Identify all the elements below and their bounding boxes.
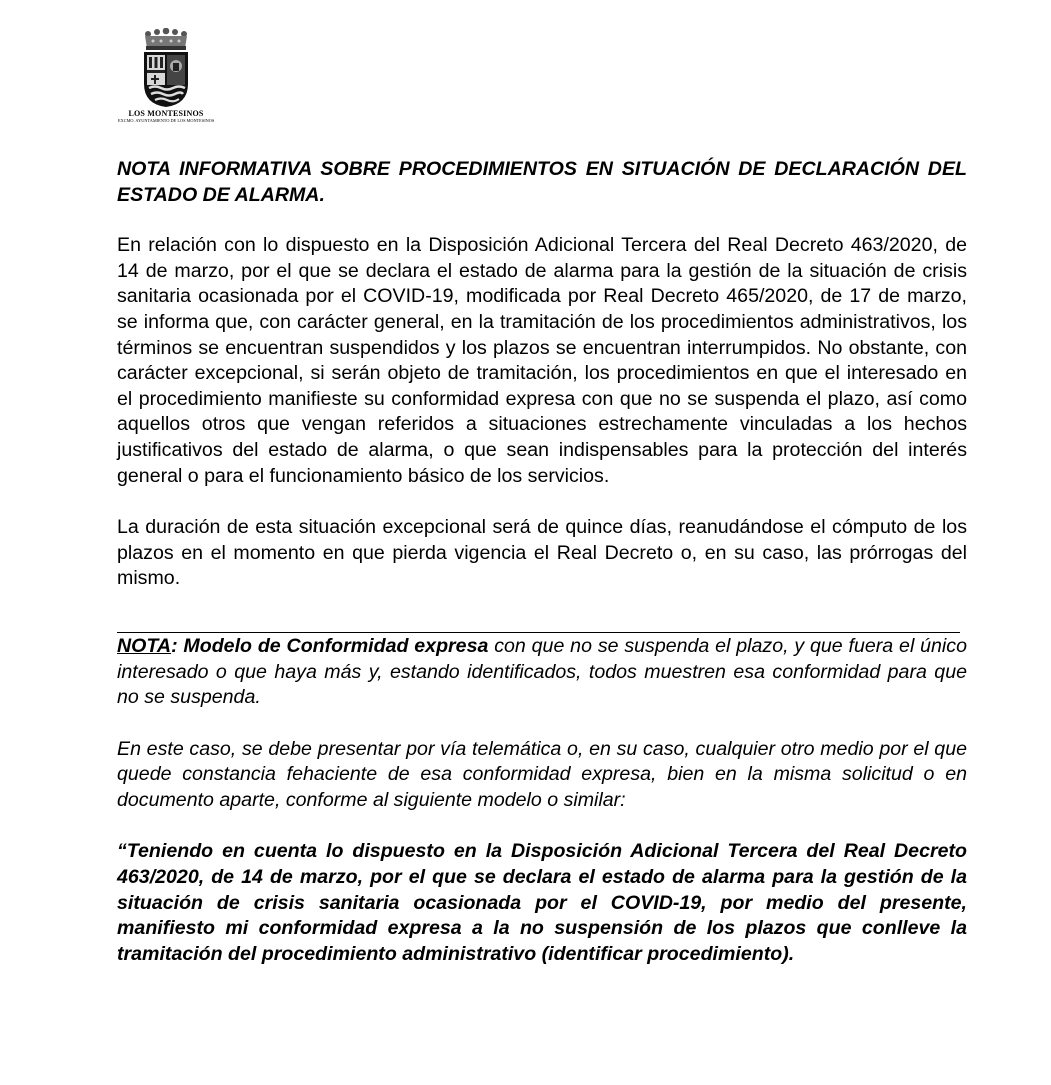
document-title: NOTA INFORMATIVA SOBRE PROCEDIMIENTOS EN SITUACIÓN DE DECLARACIÓN DEL ESTADO DE ALARMA. [117,158,967,206]
note-label: NOTA [117,634,172,657]
paragraph-main: En relación con lo dispuesto en la Disposición Adicional Tercera del Real Decreto 463/2020, de 14 de marzo, por el que se declara el estado de alarma para la gestión de la situación de crisis sanitaria ocasionada por el COVID-19, modificada por Real Decreto 465/2020, de 17 de marzo, se informa que, con carácter general, en la tramitación de los procedimientos administrativos, los términos se encuentran suspendidos y los plazos se encuentran interrumpidos. No obstante, con carácter excepcional, si serán objeto de tramitación, los procedimientos en que el interesado en el procedimiento manifieste su conformidad expresa con que no se suspenda el plazo, así como aquellos otros que vengan referidos a situaciones estrechamente vinculadas a los hechos justificativos del estado de alarma, o que sean indispensables para la protección del interés general o para el funcionamiento básico de los servicios. [117,234,967,487]
model-statement: “Teniendo en cuenta lo dispuesto en la Disposición Adicional Tercera del Real Decreto 463/2020, de 14 de marzo, por el que se declara el estado de alarma para la gestión de la situación de crisis sanitaria ocasionada por el COVID-19, por medio del presente, manifiesto mi conformidad expresa a la no suspensión de los plazos que conlleve la tramitación del procedimiento administrativo (identificar procedimiento). [117,840,967,965]
logo-subtitle: EXCMO. AYUNTAMIENTO DE LOS MONTESINOS [118,118,215,123]
paragraph-duration: La duración de esta situación excepcional será de quince días, reanudándose el cómputo de los plazos en el momento en que pierda vigencia el Real Decreto o, en su caso, las prórrogas del mismo. [117,516,967,590]
paragraph-instructions: En este caso, se debe presentar por vía telemática o, en su caso, cualquier otro medio por el que quede constancia fehaciente de esa conformidad expresa, bien en la misma solicitud o en documento aparte, conforme al siguiente modelo o similar: [117,737,967,811]
document-body [117,157,967,967]
note-text: con que no se suspenda el plazo, y que fuera el único interesado o que haya más y, estando identificados, todos muestren esa conformidad para que no se suspenda. [117,634,967,709]
coat-of-arms-icon [139,28,193,108]
note-heading: : Modelo de Conformidad expresa [171,634,489,657]
note-paragraph [117,634,967,711]
logo-name: LOS MONTESINOS [128,109,204,118]
municipal-logo [118,28,214,128]
separator-line [117,632,960,633]
